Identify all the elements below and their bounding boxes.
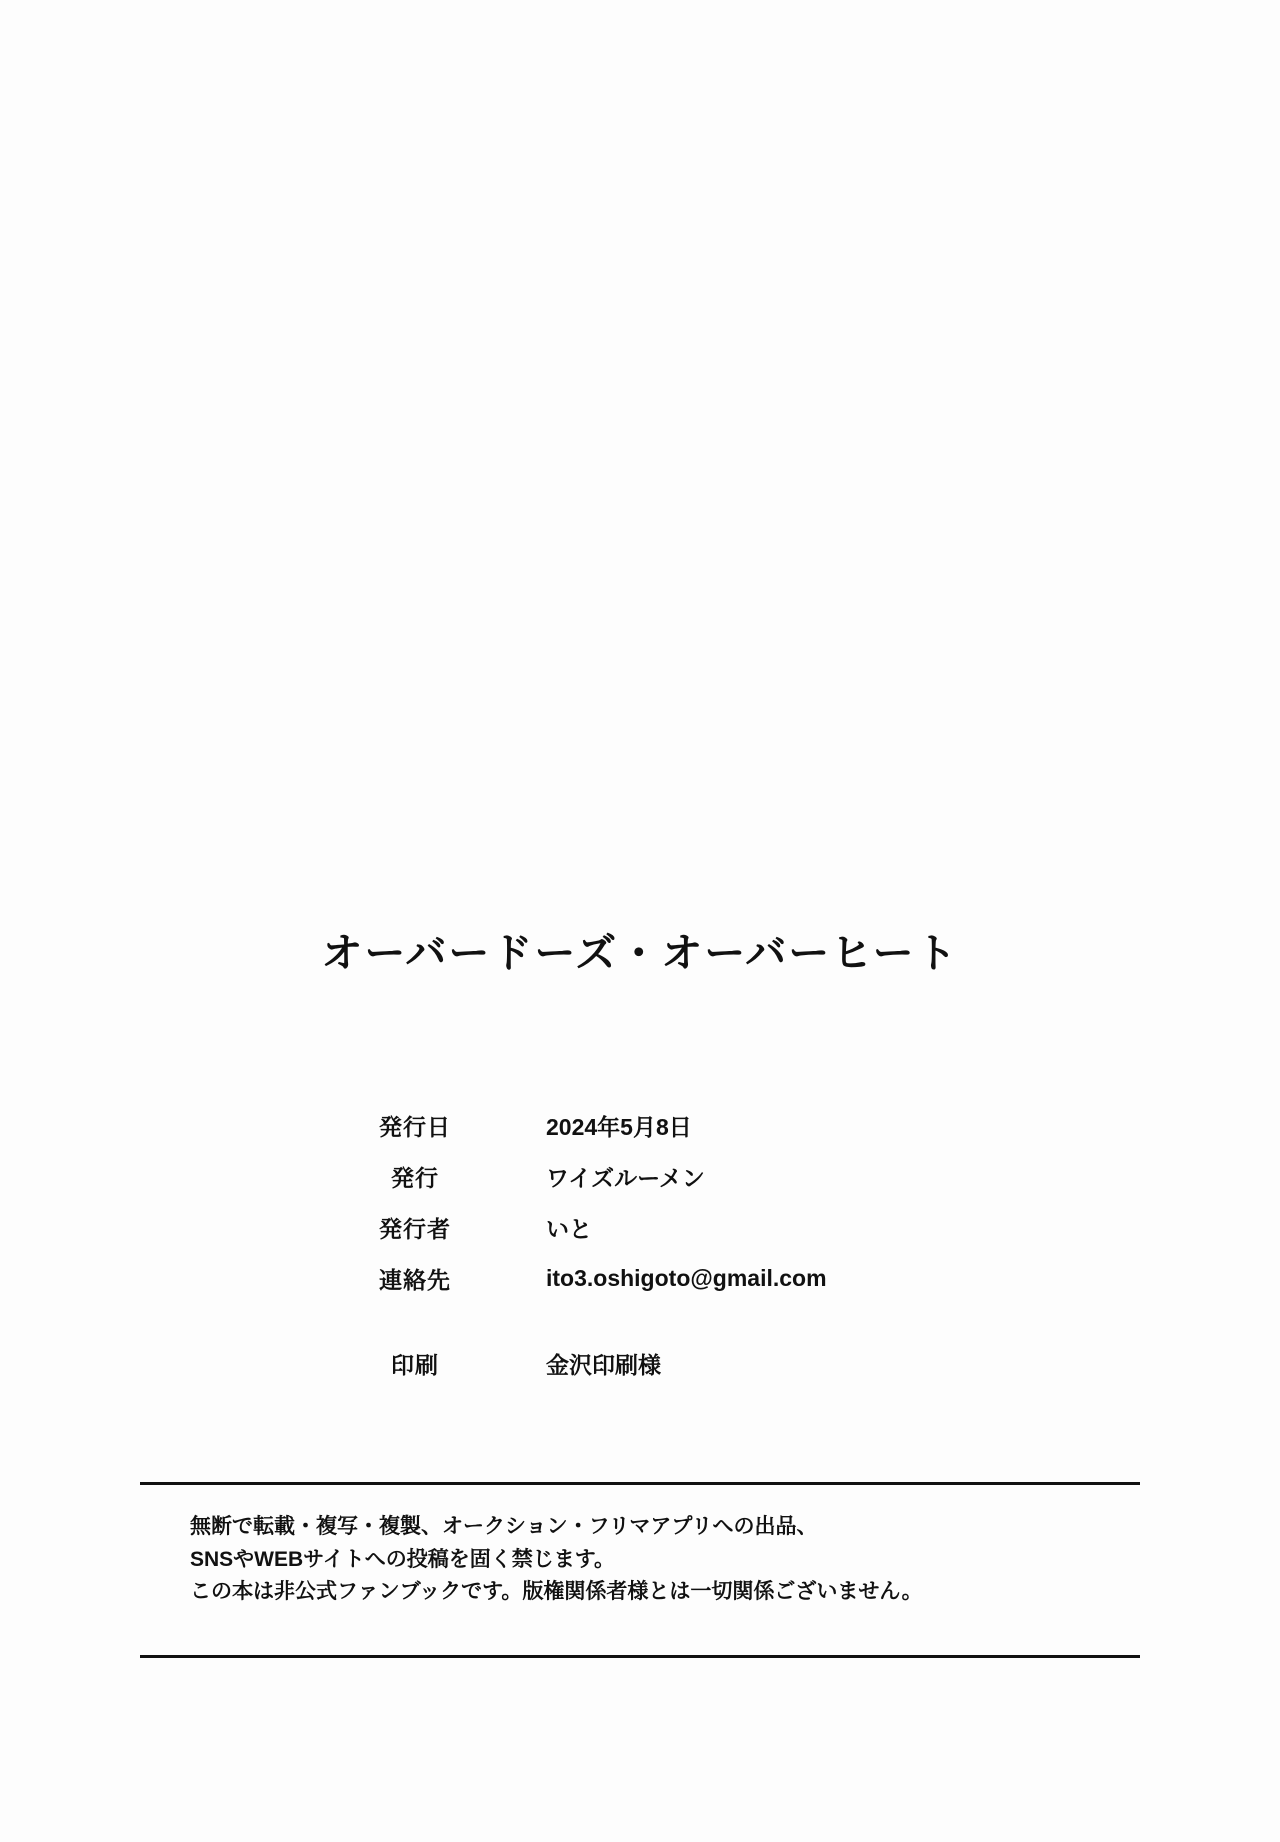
info-value-author: いと bbox=[546, 1216, 592, 1242]
notice-body bbox=[140, 1485, 1140, 1633]
notice-line-3: この本は非公式ファンブックです。版権関係者様とは一切関係ございません。 bbox=[190, 1580, 923, 1604]
table-row bbox=[340, 1253, 940, 1304]
spacer-cell-right bbox=[490, 1304, 940, 1338]
info-label-author: 発行者 bbox=[379, 1216, 451, 1242]
table-spacer-row bbox=[340, 1304, 940, 1338]
info-value-publish-date: 2024年5月8日 bbox=[546, 1114, 692, 1140]
info-label-publisher: 発行 bbox=[391, 1165, 439, 1191]
notice-line-1: 無断で転載・複写・複製、オークション・フリマアプリへの出品、 bbox=[190, 1515, 818, 1538]
table-row bbox=[340, 1338, 940, 1389]
table-row bbox=[340, 1151, 940, 1202]
spacer-cell-left bbox=[340, 1304, 490, 1338]
table-row bbox=[340, 1202, 940, 1253]
page-title: オーバードーズ・オーバーヒート bbox=[321, 930, 959, 976]
divider-bottom bbox=[140, 1655, 1140, 1658]
publication-info-table bbox=[340, 1100, 940, 1389]
info-value-printer: 金沢印刷様 bbox=[546, 1352, 661, 1378]
notice-line-2: SNSやWEBサイトへの投稿を固く禁じます。 bbox=[190, 1547, 616, 1571]
info-value-publisher: ワイズルーメン bbox=[546, 1165, 705, 1191]
info-label-publish-date: 発行日 bbox=[379, 1114, 451, 1140]
table-row bbox=[340, 1100, 940, 1151]
info-label-contact: 連絡先 bbox=[379, 1267, 451, 1293]
info-label-printer: 印刷 bbox=[391, 1352, 439, 1378]
info-value-contact: ito3.oshigoto@gmail.com bbox=[546, 1265, 827, 1291]
legal-notice bbox=[140, 1482, 1140, 1658]
